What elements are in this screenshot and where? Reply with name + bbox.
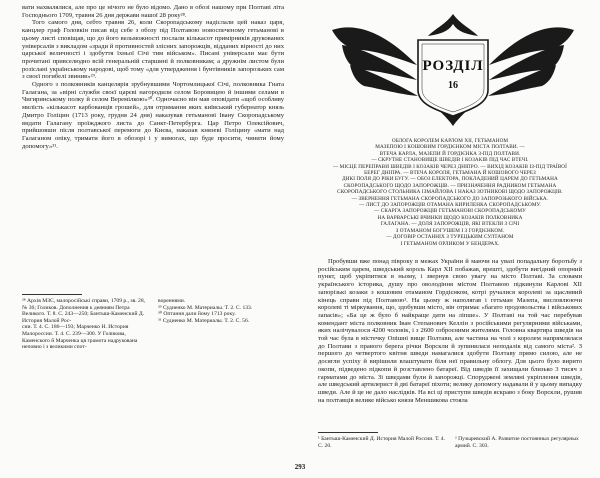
footnote: ²⁹ Судиенко М. Материалы. Т. 2. С. 133. xyxy=(158,304,253,311)
left-paragraph: Одного з полковників канцелярія зрубнувшими Чортомлицької Січі, полковника Гната Галагана, за «вірні служби своєї царєві нагородили селом Боровицею й іншими селами в Чигиринському полку й селом Веремілкою»³⁰. Одночасно він мав оповідати «щоб особливу милість «кількасот карбованців грошей», для отримання яких київський губернатор князь Дмитро Голіцин (1713 року, грудня 24 дня) наказував гетьманові Івану Скоропадському видати Галагану проїжджого листа до Санкт-Петербурга. Цар Петро Олексійович, прийшовши після полтавської перемоги до Києва, наказав князеві Голіцину «мати над Галаганом опіку, тримати його в обозорі і у вимогах, що буде просити, чинити йому допомогу»³¹. xyxy=(22,81,284,150)
summary-line: І ГЕТЬМАНОМ ОРЛИКОМ У БЕНДЕРАХ. xyxy=(400,240,500,247)
summary-line: НА ВАРВАРСЬКІ ВЧИНКИ ЩОДО КОЗАКІВ ПОЛКОВНИКА xyxy=(377,214,523,221)
chapter-title: РОЗДІЛ xyxy=(422,58,484,74)
summary-line: МАЗЕПОЮ І КОШОВИМ ГОРДІЄНКОМ МІСТА ПОЛТАВИ. — xyxy=(375,144,525,151)
chapter-number: 16 xyxy=(448,80,458,91)
footnote: ³⁰ Оптання дали йому 1713 року. xyxy=(158,311,236,318)
left-paragraph: вати нахвалялися, але про це нічого не було відомо. Дано в обозі нашому при Полтаві літа Господнього 1709, травня 26 дня держави нашої 28 року²⁸. xyxy=(22,4,284,19)
summary-line: — ДОГОВІР ОСТАННІХ З ТУРЕЦЬКИМ СУЛТАНОМ xyxy=(386,234,514,241)
summary-line: — ЗВЕРНЕННЯ ГЕТЬМАНА СКОРОПАДСЬКОГО ДО ЗАПОРОЗЬКОГО ВІЙСЬКА. xyxy=(351,195,549,202)
footnote-column xyxy=(318,436,445,449)
left-paragraph: Того самого дня, себто травня 26, коли Скоропадському надіслали цей наказ царя, канцлер граф Головкін писав від себе з обозу під Полтавою новоспеченому гетьманові в цьому листі сповіщав, що до його вельможності послали кількасот примірників друкованих універсалів з викладом «зради й противностей злісних запорожців, відданих вірності до них царської величності і здобуття їхньої Січі тим військом». Писані універсали має бути прочитані привселюдно всій генеральній старшині й полковникам; а дружнім листом були розіслані українському народові, щоб тому «для утвердження і бунтівників запорозьких сам з своєї погибелі звинив»²⁹. xyxy=(22,19,284,81)
summary-line: З ОТАМАНОМ БОГУШЕМ І З ГОРДІЄНКОМ. xyxy=(395,227,505,234)
footnote: вореннями. xyxy=(158,298,186,304)
page-number: 293 xyxy=(294,463,306,471)
footnote: ²⁸ Архів МЗС, малоросійські справи, 1709 р., зв. 28, № 36; Голиков. Дополнения к деяниям Петра Великого. Т. 8. С. 243—250; Бантыш-Каменский Д. История Малой Рос- xyxy=(22,298,146,324)
summary-line: СКОРОПАДСЬКОГО СТОЛЬНИКА ІЗМАЙЛОВА І НАКАЗ ЗОТНИКОВІ ЩОДО ЗАПОРОЖЦІВ. xyxy=(337,189,563,196)
summary-line: СКОРОПАДСЬКОГО ЩОДО ЗАПОРОЖЦІВ. — ПРИЗНАЧЕННЯ РАДНИКОМ ГЕТЬМАНА xyxy=(343,182,557,189)
footnote: сии. Т. 4. С. 186—193; Марченко Н. История Малороссии. Т. 4. С. 239—300. У Голикова, Каменского й Марченка ця грамота надрукована неповно і з великими спот- xyxy=(22,324,138,351)
summary-line: БЕРЕГ ДНІПРА. — ВТЕЧА КОРОЛЯ, ГЕТЬМАНА Й КОШОВОГО ЧЕРЕЗ xyxy=(364,170,536,177)
summary-line: — СКАРГА ЗАПОРОЖЦІВ ГЕТЬМАНОВІ СКОРОПАДСЬКОМУ xyxy=(374,208,526,215)
summary-line: ВТЕЧА КАРЛА, МАЗЕПИ Й ГОРДІЄНКА З-ПІД ПОЛТАВИ. xyxy=(379,150,521,157)
summary-line: ДИКІ ПОЛЯ ДО РІКИ БУГУ. — ОБОЗ ЕЛЕКТОРА, ПОКЛАДЕНИЙ ЦАРЕМ ДО ГЕТЬМАНА xyxy=(342,176,558,183)
chapter-summary xyxy=(318,138,582,247)
right-paragraph: Пробувши вже понад півроку в межах України й маючи на увазі попадальну боротьбу з російським царем, шведський король Карл XII побажав, врешті, здобути вигідний опорний пункт, щоб укріпитися в ньому, і звернув свою увагу на місто Полтаві. За словами українського історика, душу про оволодіння містом Полтавою підкинули Карлові XII запорізькі козаки з кошовим отаманом Гордієнком, котрі ручалися королеві за щасливий кінець справи під Полтавою¹. На цьому ж наполягав і гетьман Мазепа, висловлюючи королеві ті міркування, що, здобувши місто, він отримає «багато продовольства і військових запасів»; «Ба це ж було б найкраще дати на ліпше». У Полтаві на той час перебував комендант міста полковник Іван Степанович Келлін з російськими регулярними військами, яких налічувалося 4200 чоловік, і з 2600 озброєними жителями. Головна квартира шведів на той час була в містечку Опішні вище Полтави, але частина на чолі з королем напрямлялася до Полтави з правого берега річки Ворскли й зупинилася неподалік від самого міста². З першого до четвертого квітня шведи намагалися здобути Полтаву прямо силою, але не досягли успіху й вирішили влаштувати біля неї правильну облогу. Для цього було вирито окопи, підведено підкопи й розставлено батареї. Від шведів її захищали близько 3 тисяч з гарматами до міста. Зі шведами були й запорожці. Споруджені земляні укріплення шведів, але шведський артилерист й дві батареї піхоти; велику допомогу надавали й у цьому випадку шведи. Але й це не дало наслідків. На всі ці приступи шведів яскраво з боку Ворскли, рушив на полтавців велике військо князя Меншикова стояла xyxy=(318,258,582,404)
footnote-rule xyxy=(22,294,82,295)
summary-line: — СКРУТНЕ СТАНОВИЩЕ ШВЕДІВ І КОЗАКІВ ПІД ЧАС ВТЕЧІ. xyxy=(371,157,529,164)
footnote: ³¹ Судиенко М. Материалы. Т. 2. С. 56. xyxy=(158,317,250,324)
summary-line: — МІСЦЕ ПЕРЕПРАВИ ШВЕДІВ І КОЗАКІВ ЧЕРЕЗ ДНІПРО. — ВИХІД КОЗАКІВ ІЗ-ПІД ТРАЇВОЇ xyxy=(333,163,567,170)
left-footnotes xyxy=(22,298,284,351)
footnote-column xyxy=(455,436,582,449)
summary-line: — ЛИСТ ДО ЗАПОРОЖЦІВ ОТАМАНА КИРИЛЕНКА СКОРОПАДСЬКОМУ. xyxy=(359,202,541,209)
footnote: ² Пузыревский А. Развитие постоянных регулярных армий. С. 303. xyxy=(455,436,579,449)
left-column xyxy=(22,4,284,150)
right-footnotes xyxy=(318,436,582,449)
summary-line: ГАЛАГАНА. — ДОЛЯ ЗАПОРОЖЦІВ, ЯКІ ВТЕКЛИ З СІЧІ xyxy=(380,221,520,228)
footnote: ¹ Бантыш-Каменский Д. История Малой России. Т. 4. С. 20. xyxy=(318,436,445,449)
footnote-column xyxy=(22,298,148,351)
chapter-banner xyxy=(322,10,584,130)
footnote-column xyxy=(158,298,284,351)
summary-line: ОБЛОГА КОРОЛЕМ КАРЛОМ XII, ГЕТЬМАНОМ xyxy=(391,138,509,144)
right-column xyxy=(318,258,582,404)
footnote-rule xyxy=(318,432,378,433)
